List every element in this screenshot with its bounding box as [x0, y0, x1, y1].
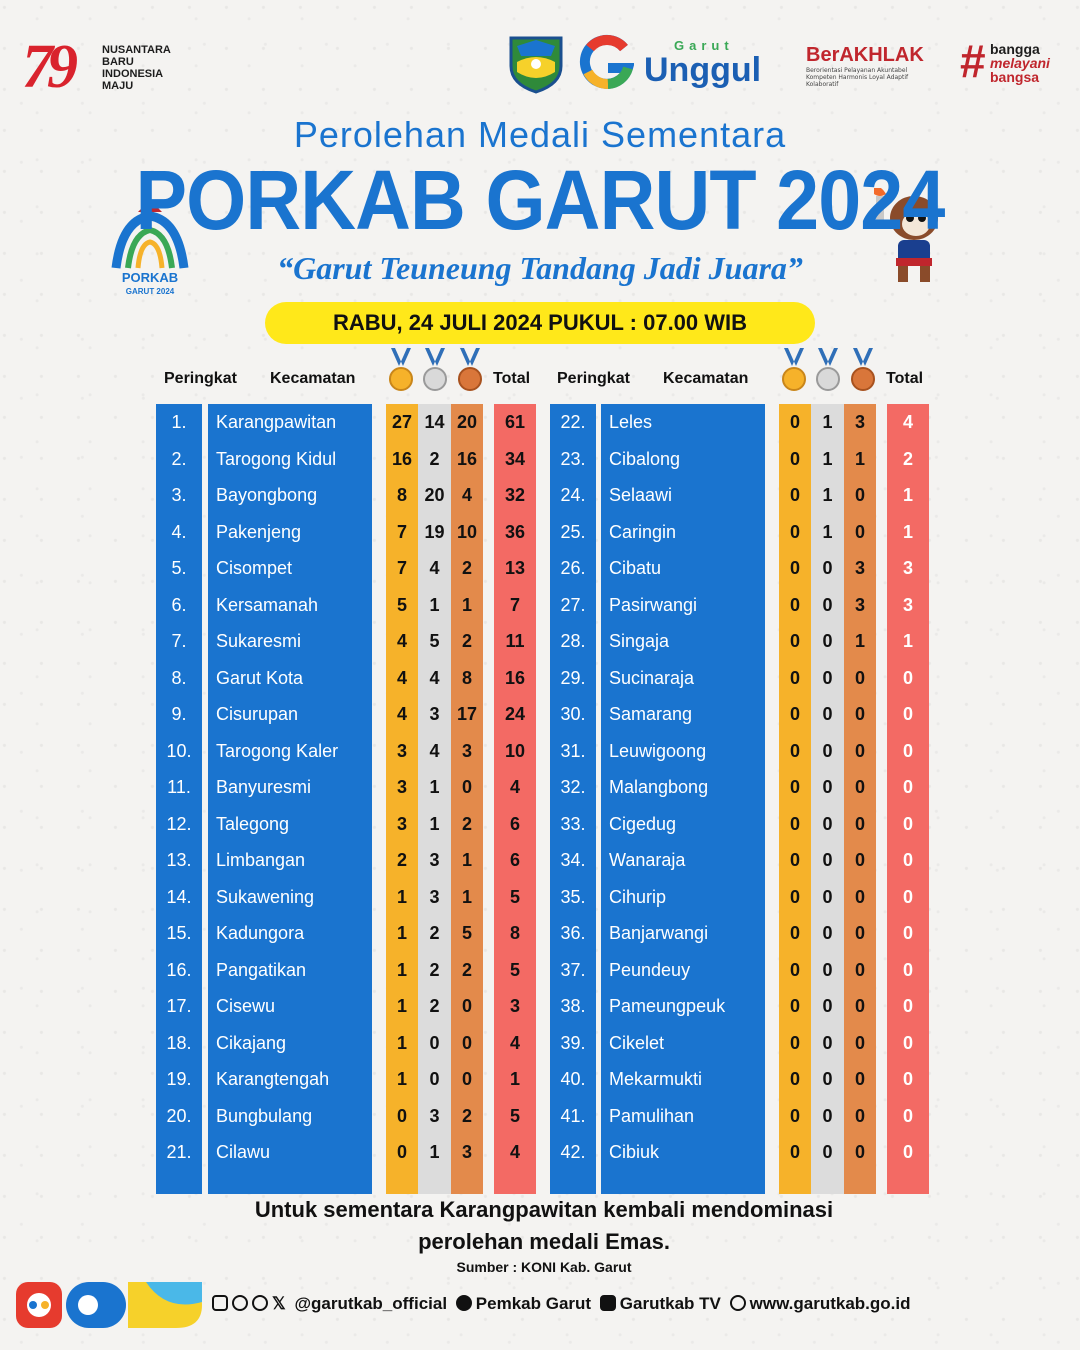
left-gold-count: 1: [396, 923, 407, 943]
left-gold-count: 0: [396, 1142, 407, 1162]
left-bronze-count: 2: [461, 959, 472, 980]
right-silver-count: 0: [822, 1069, 833, 1089]
right-total-count: 1: [902, 631, 913, 651]
right-district-name: Leles: [609, 412, 653, 432]
left-total-count: 16: [504, 667, 526, 688]
left-total-count: 4: [509, 1142, 520, 1162]
right-district-name: Wanaraja: [609, 850, 686, 870]
right-rank-cell: 32.: [560, 777, 586, 797]
left-silver-count: 1: [429, 1142, 440, 1162]
left-total-count: 5: [509, 959, 520, 980]
left-silver-count: 20: [424, 485, 445, 505]
summary-note: Untuk sementara Karangpawitan kembali mendominasi perolehan medali Emas.: [254, 1197, 834, 1254]
right-gold-count: 0: [789, 558, 800, 578]
left-total-count: 32: [504, 485, 526, 505]
right-gold-count: 0: [789, 667, 800, 688]
right-silver-count: 0: [822, 667, 833, 688]
left-silver-count: 2: [429, 923, 440, 943]
garut-crest-icon: [505, 32, 567, 94]
right-silver-count: 1: [822, 485, 833, 505]
right-district-name: Cibalong: [609, 448, 681, 469]
right-district-name: Singaja: [609, 631, 670, 651]
nusantara-baru-text: NUSANTARA BARU INDONESIA MAJU: [102, 44, 171, 92]
threads-icon: [252, 1295, 268, 1311]
right-bronze-count: 0: [854, 886, 865, 907]
left-district-name: Banyuresmi: [216, 777, 312, 797]
left-rank-cell: 16.: [166, 959, 192, 980]
left-bronze-count: 5: [461, 923, 472, 943]
right-gold-count: 0: [789, 923, 800, 943]
left-rank-cell: 9.: [171, 704, 187, 724]
left-bronze-count: 8: [461, 667, 472, 688]
left-rank-cell: 17.: [166, 996, 192, 1016]
left-total-count: 6: [509, 850, 520, 870]
right-rank-cell: 28.: [560, 631, 586, 651]
right-total-count: 0: [902, 813, 913, 834]
right-district-name: Selaawi: [609, 485, 673, 505]
left-silver-count: 1: [429, 777, 440, 797]
left-bronze-count: 3: [461, 740, 472, 761]
left-gold-count: 3: [396, 777, 407, 797]
right-rank-cell: 40.: [560, 1069, 586, 1089]
left-district-name: Pakenjeng: [216, 521, 302, 542]
right-rank-cell: 33.: [560, 813, 586, 834]
right-district-name: Sucinaraja: [609, 667, 695, 688]
porkab-logo-text: PORKAB: [121, 270, 179, 285]
right-total-count: 3: [902, 594, 913, 615]
right-bronze-count: 0: [854, 667, 865, 688]
right-total-count: 0: [902, 850, 913, 870]
bronze-medal-icon: [850, 348, 876, 392]
right-gold-count: 0: [789, 1032, 800, 1053]
right-gold-count: 0: [789, 594, 800, 615]
left-district-name: Sukawening: [216, 886, 315, 907]
left-rank-cell: 21.: [166, 1142, 192, 1162]
left-gold-count: 7: [396, 558, 407, 578]
left-district-name: Bayongbong: [216, 485, 318, 505]
left-silver-count: 5: [429, 631, 440, 651]
anniversary-79-logo: 79: [22, 33, 72, 101]
right-bronze-count: 0: [854, 1032, 865, 1053]
left-gold-count: 1: [396, 959, 407, 980]
right-total-count: 4: [902, 412, 913, 432]
tiktok-icon: [232, 1295, 248, 1311]
right-silver-count: 0: [822, 1105, 833, 1126]
left-rank-cell: 18.: [166, 1032, 192, 1053]
left-total-count: 5: [509, 1105, 520, 1126]
right-gold-count: 0: [789, 485, 800, 505]
right-total-count: 0: [902, 886, 913, 907]
right-silver-count: 1: [822, 448, 833, 469]
right-bronze-count: 0: [854, 485, 865, 505]
left-rank-cell: 2.: [171, 448, 187, 469]
gold-medal-icon: [781, 348, 807, 392]
left-district-name: Garut Kota: [216, 667, 304, 688]
right-silver-count: 0: [822, 631, 833, 651]
right-bronze-count: 0: [854, 521, 865, 542]
left-gold-count: 0: [396, 1105, 407, 1126]
right-district-name: Cibiuk: [609, 1142, 660, 1162]
left-rank-cell: 3.: [171, 485, 187, 505]
right-gold-count: 0: [789, 412, 800, 432]
right-rank-cell: 39.: [560, 1032, 586, 1053]
left-district-name: Tarogong Kidul: [216, 448, 337, 469]
right-total-count: 0: [902, 704, 913, 724]
header-total-left: Total: [493, 370, 531, 387]
left-gold-count: 16: [391, 448, 413, 469]
right-silver-count: 0: [822, 959, 833, 980]
left-rank-cell: 14.: [166, 886, 192, 907]
right-total-count: 0: [902, 959, 913, 980]
left-silver-count: 3: [429, 850, 440, 870]
header-rank-left: Peringkat: [164, 370, 237, 387]
left-district-name: Bungbulang: [216, 1105, 313, 1126]
right-gold-count: 0: [789, 631, 800, 651]
right-rank-cell: 24.: [560, 485, 586, 505]
right-total-count: 0: [902, 1142, 913, 1162]
left-rank-cell: 7.: [171, 631, 187, 651]
left-bronze-count: 2: [461, 813, 472, 834]
right-gold-count: 0: [789, 886, 800, 907]
footer-brand-logo-icon: [16, 1282, 202, 1328]
left-district-name: Kadungora: [216, 923, 305, 943]
left-bronze-count: 0: [461, 777, 472, 797]
right-bronze-count: 3: [854, 594, 865, 615]
youtube-icon: [600, 1295, 616, 1311]
right-bronze-count: 0: [854, 1142, 865, 1162]
right-total-count: 1: [902, 521, 913, 542]
left-bronze-count: 0: [461, 1069, 472, 1089]
right-gold-count: 0: [789, 1069, 800, 1089]
silver-medal-icon: [815, 348, 841, 392]
right-bronze-count: 0: [854, 1105, 865, 1126]
left-gold-count: 27: [391, 412, 413, 432]
right-bronze-count: 3: [854, 412, 865, 432]
header-rank-right: Peringkat: [557, 370, 630, 387]
header-name-left: Kecamatan: [270, 370, 356, 387]
right-silver-count: 1: [822, 521, 833, 542]
right-bronze-count: 0: [854, 959, 865, 980]
left-silver-count: 3: [429, 886, 440, 907]
left-gold-count: 3: [396, 740, 407, 761]
right-total-count: 0: [902, 740, 913, 761]
left-rank-cell: 15.: [166, 923, 192, 943]
left-district-name: Kersamanah: [216, 594, 319, 615]
right-bronze-count: 0: [854, 740, 865, 761]
right-total-count: 3: [902, 558, 913, 578]
left-total-count: 1: [509, 1069, 520, 1089]
right-bronze-count: 0: [854, 850, 865, 870]
bronze-medal-icon: [457, 348, 483, 392]
right-total-count: 0: [902, 777, 913, 797]
left-district-name: Cisewu: [216, 996, 276, 1016]
x-icon: 𝕏: [272, 1294, 286, 1313]
left-bronze-count: 20: [456, 412, 478, 432]
left-total-count: 7: [509, 594, 520, 615]
right-silver-count: 0: [822, 850, 833, 870]
right-district-name: Cihurip: [609, 886, 667, 907]
left-silver-count: 19: [424, 521, 445, 542]
right-district-name: Cigedug: [609, 813, 677, 834]
left-gold-count: 1: [396, 886, 407, 907]
left-total-count: 3: [509, 996, 520, 1016]
right-rank-cell: 36.: [560, 923, 586, 943]
right-district-name: Caringin: [609, 521, 677, 542]
left-silver-count: 2: [429, 959, 440, 980]
right-rank-cell: 26.: [560, 558, 586, 578]
right-bronze-count: 0: [854, 813, 865, 834]
left-district-name: Limbangan: [216, 850, 306, 870]
left-total-count: 10: [504, 740, 526, 761]
facebook-name[interactable]: Pemkab Garut: [475, 1294, 592, 1313]
right-silver-count: 0: [822, 740, 833, 761]
right-silver-count: 0: [822, 558, 833, 578]
website-link[interactable]: www.garutkab.go.id: [749, 1294, 911, 1313]
left-total-count: 8: [509, 923, 520, 943]
page-subtitle: Perolehan Medali Sementara: [293, 114, 787, 155]
right-gold-count: 0: [789, 521, 800, 542]
left-silver-count: 4: [429, 558, 440, 578]
social-links: [212, 1294, 915, 1314]
right-rank-cell: 30.: [560, 704, 586, 724]
right-total-count: 0: [902, 996, 913, 1016]
left-bronze-count: 1: [461, 850, 472, 870]
header-name-right: Kecamatan: [663, 370, 749, 387]
left-bronze-count: 2: [461, 1105, 472, 1126]
right-total-count: 0: [902, 923, 913, 943]
left-total-count: 4: [509, 1032, 520, 1053]
left-gold-count: 3: [396, 813, 407, 834]
left-silver-count: 3: [429, 1105, 440, 1126]
instagram-icon: [212, 1295, 228, 1311]
left-district-name: Karangpawitan: [216, 412, 337, 432]
header-total-right: Total: [886, 370, 924, 387]
left-gold-count: 1: [396, 996, 407, 1016]
right-rank-cell: 23.: [560, 448, 586, 469]
right-gold-count: 0: [789, 959, 800, 980]
right-district-name: Banjarwangi: [609, 923, 709, 943]
left-total-count: 24: [504, 704, 526, 724]
right-rank-cell: 38.: [560, 996, 586, 1016]
left-rank-cell: 20.: [166, 1105, 192, 1126]
left-total-count: 61: [504, 412, 526, 432]
right-silver-count: 0: [822, 1142, 833, 1162]
left-bronze-count: 0: [461, 996, 472, 1016]
porkab-logo-year: GARUT 2024: [125, 287, 175, 296]
left-silver-count: 0: [429, 1069, 440, 1089]
left-gold-count: 1: [396, 1069, 407, 1089]
left-gold-count: 1: [396, 1032, 407, 1053]
left-rank-cell: 13.: [166, 850, 192, 870]
left-district-name: Pangatikan: [216, 959, 307, 980]
left-bronze-count: 17: [456, 704, 478, 724]
left-silver-count: 1: [429, 813, 440, 834]
garut-g-logo-icon: [578, 34, 634, 90]
left-bronze-count: 2: [461, 631, 472, 651]
right-gold-count: 0: [789, 704, 800, 724]
left-rank-cell: 6.: [171, 594, 187, 615]
left-gold-count: 4: [396, 704, 407, 724]
left-district-name: Cisurupan: [216, 704, 299, 724]
right-silver-count: 1: [822, 412, 833, 432]
left-district-name: Karangtengah: [216, 1069, 330, 1089]
right-bronze-count: 0: [854, 777, 865, 797]
right-district-name: Pamulihan: [609, 1105, 695, 1126]
right-gold-count: 0: [789, 850, 800, 870]
instagram-handle[interactable]: @garutkab_official: [294, 1294, 448, 1313]
left-district-name: Cilawu: [216, 1142, 271, 1162]
right-gold-count: 0: [789, 813, 800, 834]
right-bronze-count: 0: [854, 923, 865, 943]
date-banner: RABU, 24 JULI 2024 PUKUL : 07.00 WIB: [265, 302, 815, 344]
left-bronze-count: 3: [461, 1142, 472, 1162]
right-rank-cell: 31.: [560, 740, 586, 761]
right-total-count: 0: [902, 667, 913, 688]
right-gold-count: 0: [789, 1142, 800, 1162]
right-gold-count: 0: [789, 448, 800, 469]
right-district-name: Peundeuy: [609, 959, 691, 980]
left-rank-cell: 1.: [171, 412, 187, 432]
right-gold-count: 0: [789, 740, 800, 761]
right-rank-cell: 42.: [560, 1142, 586, 1162]
right-bronze-count: 1: [854, 448, 865, 469]
left-bronze-count: 4: [461, 485, 472, 505]
right-rank-cell: 27.: [560, 594, 586, 615]
right-district-name: Samarang: [609, 704, 693, 724]
left-gold-count: 7: [396, 521, 407, 542]
left-silver-count: 14: [424, 412, 445, 432]
right-bronze-count: 3: [854, 558, 865, 578]
left-rank-cell: 12.: [166, 813, 192, 834]
left-silver-count: 0: [429, 1032, 440, 1053]
right-gold-count: 0: [789, 777, 800, 797]
right-rank-cell: 35.: [560, 886, 586, 907]
right-gold-count: 0: [789, 1105, 800, 1126]
left-silver-count: 4: [429, 667, 440, 688]
right-total-count: 0: [902, 1105, 913, 1126]
right-silver-count: 0: [822, 1032, 833, 1053]
left-silver-count: 1: [429, 594, 440, 615]
left-district-name: Cisompet: [216, 558, 293, 578]
right-bronze-count: 1: [854, 631, 865, 651]
right-district-name: Mekarmukti: [609, 1069, 703, 1089]
right-district-name: Cibatu: [609, 558, 662, 578]
gold-medal-icon: [388, 348, 414, 392]
left-silver-count: 4: [429, 740, 440, 761]
left-bronze-count: 10: [456, 521, 478, 542]
left-district-name: Cikajang: [216, 1032, 287, 1053]
left-bronze-count: 1: [461, 594, 472, 615]
right-rank-cell: 34.: [560, 850, 586, 870]
left-gold-count: 5: [396, 594, 407, 615]
right-district-name: Leuwigoong: [609, 740, 707, 761]
right-silver-count: 0: [822, 923, 833, 943]
right-silver-count: 0: [822, 813, 833, 834]
left-rank-cell: 4.: [171, 521, 187, 542]
left-rank-cell: 19.: [166, 1069, 192, 1089]
source-text: Sumber : KONI Kab. Garut: [456, 1259, 632, 1275]
right-rank-cell: 22.: [560, 412, 586, 432]
silver-medal-icon: [422, 348, 448, 392]
right-silver-count: 0: [822, 594, 833, 615]
right-rank-cell: 29.: [560, 667, 586, 688]
right-total-count: 2: [902, 448, 913, 469]
right-district-name: Cikelet: [609, 1032, 665, 1053]
garut-unggul-logo: Garut Unggul: [644, 38, 762, 89]
right-bronze-count: 0: [854, 1069, 865, 1089]
left-gold-count: 2: [396, 850, 407, 870]
facebook-icon: [456, 1295, 472, 1311]
left-gold-count: 4: [396, 667, 407, 688]
left-gold-count: 8: [396, 485, 407, 505]
left-silver-count: 2: [429, 448, 440, 469]
left-bronze-count: 0: [461, 1032, 472, 1053]
left-total-count: 36: [504, 521, 526, 542]
left-rank-cell: 10.: [166, 740, 192, 761]
left-gold-count: 4: [396, 631, 407, 651]
left-bronze-count: 1: [461, 886, 472, 907]
right-silver-count: 0: [822, 996, 833, 1016]
right-total-count: 0: [902, 1069, 913, 1089]
right-gold-count: 0: [789, 996, 800, 1016]
left-silver-count: 2: [429, 996, 440, 1016]
right-rank-cell: 37.: [560, 959, 586, 980]
left-rank-cell: 8.: [171, 667, 187, 688]
left-total-count: 13: [504, 558, 526, 578]
right-district-name: Malangbong: [609, 777, 709, 797]
right-rank-cell: 25.: [560, 521, 586, 542]
right-rank-cell: 41.: [560, 1105, 586, 1126]
left-silver-count: 3: [429, 704, 440, 724]
left-total-count: 4: [509, 777, 520, 797]
left-rank-cell: 11.: [167, 777, 191, 797]
right-total-count: 1: [902, 485, 913, 505]
left-total-count: 11: [505, 631, 525, 651]
right-district-name: Pasirwangi: [609, 594, 698, 615]
left-district-name: Talegong: [216, 813, 290, 834]
right-bronze-count: 0: [854, 996, 865, 1016]
page-title: PORKAB GARUT 2024: [135, 153, 945, 247]
right-bronze-count: 0: [854, 704, 865, 724]
right-total-count: 0: [902, 1032, 913, 1053]
right-silver-count: 0: [822, 886, 833, 907]
berakhlak-logo: BerAKHLAK Berorientasi Pelayanan Akuntabel Kompeten Harmonis Loyal Adaptif Kolaboratif: [806, 44, 924, 88]
left-bronze-count: 2: [461, 558, 472, 578]
right-silver-count: 0: [822, 704, 833, 724]
left-district-name: Sukaresmi: [216, 631, 302, 651]
globe-icon: [730, 1295, 746, 1311]
left-bronze-count: 16: [456, 448, 478, 469]
right-silver-count: 0: [822, 777, 833, 797]
left-total-count: 34: [504, 448, 526, 469]
left-total-count: 6: [509, 813, 520, 834]
left-district-name: Tarogong Kaler: [216, 740, 339, 761]
left-rank-cell: 5.: [171, 558, 187, 578]
right-district-name: Pameungpeuk: [609, 996, 726, 1016]
tagline: “Garut Teuneung Tandang Jadi Juara”: [277, 250, 803, 286]
youtube-name[interactable]: Garutkab TV: [619, 1294, 721, 1313]
left-total-count: 5: [509, 886, 520, 907]
